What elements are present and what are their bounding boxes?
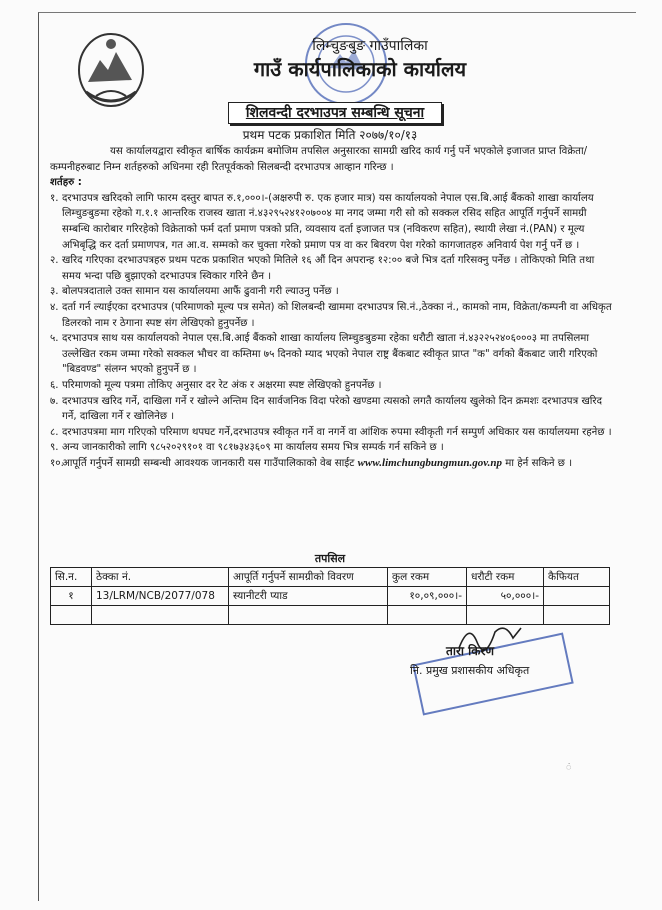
intro-paragraph: यस कार्यालयद्वारा स्वीकृत बार्षिक कार्यक्रम बमोजिम तपसिल अनुसारका सामग्री खरिद कार्य गर्नु पर्ने भएकोले इजाजत प्राप्त विक्रेता/कम्पनीहरुबाट निम्न शर्तहरुको अधिनमा रही रितपूर्वकको सिलबन्दी दरभाउपत्र आव्हान गरिन्छ । [50, 146, 588, 173]
column-header: धरौटी रकम [467, 568, 544, 587]
notice-body [50, 144, 612, 471]
column-header: ठेक्का नं. [92, 568, 229, 587]
municipality-name: लिम्चुङबुङ गाउँपालिका [312, 38, 428, 54]
condition-item: ७. दरभाउपत्र खरिद गर्ने, दाखिला गर्ने र खोल्ने अन्तिम दिन सार्वजनिक विदा परेको खण्डमा त्यसको लगतै कार्यालय खुलेको दिन क्रमशः दरभाउपत्र खरिद गर्ने, दाखिला गर्ने र खोलिनेछ । [50, 395, 603, 423]
office-name: गाउँ कार्यपालिकाको कार्यालय [253, 57, 467, 81]
column-header: सि.न. [51, 568, 92, 587]
table-header-row [51, 568, 610, 587]
condition-item: ५. दरभाउपत्र साथ यस कार्यालयको नेपाल एस.बि.आई बैंकको शाखा कार्यालय लिम्चुङबुङमा रहेका धरौटी खाता नं.४३२२५२४०६०००३ मा तपसिलमा उल्लेखित रकम जम्मा गरेको सक्कल भौचर वा कम्तिमा ७५ दिनको म्याद भएको नेपाल राष्ट्र बैंकबाट स्वीकृत प्राप्त "क" वर्गको बैंकबाट जारी गरिएको "बिडवण्ड" संलग्न भएको हुनुपर्ने छ । [50, 333, 598, 376]
condition-item: २. खरिद गरिएका दरभाउपत्रहरु प्रथम पटक प्रकाशित भएको मितिले १६ औं दिन अपरान्ह १२:०० बजे भित्र दर्ता गरिसक्नु पर्नेछ । तोकिएको मिति तथा समय भन्दा पछि बुझाएको दरभाउपत्र स्विकार गरिने छैन । [50, 255, 595, 282]
table-cell [92, 606, 229, 625]
table-cell [229, 606, 388, 625]
table-row [51, 606, 610, 625]
table-cell: ५०,०००।- [467, 587, 544, 606]
condition-item: ३. बोलपत्रदाताले उक्त सामान यस कार्यालयमा आफैं ढुवानी गरी ल्याउनु पर्नेछ । [50, 286, 339, 298]
schedule-table [50, 567, 610, 625]
condition-item: १. दरभाउपत्र खरिदको लागि फारम दस्तुर बापत रु.१,०००।-(अक्षरुपी रु. एक हजार मात्र) यस कार्यालयको नेपाल एस.बि.आई बैंकको शाखा कार्यालय लिम्चुङबुङमा रहेको ग.१.१ आन्तरिक राजस्व खाता नं.४३२९५२४१२०७००४ मा नगद जम्मा गरी सो को सक्कल रसिद सहित आपूर्ति गर्नुपर्ने सामग्री सम्बन्धि कारोबार गरिरहेको विक्रेताको फर्म दर्ता प्रमाण पत्रको प्रति, व्यवसाय दर्ता इजाजत पत्र (नविकरण सहित), स्थायी लेखा नं.(PAN) र मूल्य अभिबृद्धि कर दर्ता प्रमाणपत्र, गत आ.व. सम्मको कर चुक्ता गरेको प्रमाण पत्र वा कर बिवरण पेश गरेको कागजातहरु अनिवार्य पेश गर्नु पर्ने छ । [50, 192, 594, 251]
column-header: कैफियत [544, 568, 610, 587]
table-cell: स्यानीटरी प्याड [229, 587, 388, 606]
notice-title: शिलवन्दी दरभाउपत्र सम्बन्धि सूचना [228, 102, 442, 124]
conditions-list [50, 191, 612, 472]
signatory-name: तारा किरण [446, 644, 495, 658]
condition-item: ९. अन्य जानकारीको लागि ९८५२०२९१०१ वा ९८१७३४३६०९ मा कार्यालय समय भित्र सम्पर्क गर्न सकिने छ । [50, 442, 444, 454]
page-mark: ं [566, 763, 572, 773]
publish-date: प्रथम पटक प्रकाशित मिति २०७७/१०/१३ [242, 128, 418, 142]
table-cell [51, 606, 92, 625]
conditions-heading: शर्तहरु : [50, 177, 82, 189]
column-header: आपूर्ति गर्नुपर्ने सामग्रीको विवरण [229, 568, 388, 587]
table-row [51, 587, 610, 606]
table-cell [544, 606, 610, 625]
condition-item: ८. दरभाउपत्रमा माग गरिएको परिमाण थपघट गर्ने,दरभाउपत्र स्वीकृत गर्ने वा नगर्ने वा आंशिक रुपमा स्वीकृती गर्न सम्पुर्ण अधिकार यस कार्यालयमा रहनेछ । [50, 426, 612, 438]
website-link[interactable]: www.limchungbungmun.gov.np [357, 456, 503, 469]
column-header: कुल रकम [388, 568, 467, 587]
table-cell: 13/LRM/NCB/2077/078 [92, 587, 229, 606]
table-cell: १०,०९,०००।- [388, 587, 467, 606]
condition-item: ४. दर्ता गर्न ल्याईएका दरभाउपत्र (परिमाणको मूल्य पत्र समेत) को शिलबन्दी खाममा दरभाउपत्र सि.नं.,ठेक्का नं., कामको नाम, विक्रेता/कम्पनी वा अधिकृत डिलरको नाम र ठेगाना स्पष्ट संग लेखिएको हुनुपर्नेछ । [50, 301, 612, 329]
signatory-title: नि. प्रमुख प्रशासकीय अधिकृत [410, 664, 530, 677]
nepal-emblem-icon [76, 30, 146, 112]
table-cell: १ [51, 587, 92, 606]
condition-item: ६. परिमाणको मूल्य पत्रमा तोकिए अनुसार दर रेट अंक र अक्षरमा स्पष्ट लेखिएको हुनपर्नेछ । [50, 379, 382, 391]
schedule-title: तपसिल [314, 552, 346, 565]
table-cell [544, 587, 610, 606]
condition-item: १०. आपूर्ति गर्नुपर्ने सामग्री सम्बन्धी आवश्यक जानकारी यस गाउँपालिकाको वेब साईट www.limchungbungmun.gov.np मा हेर्न सकिने छ । [50, 456, 573, 469]
